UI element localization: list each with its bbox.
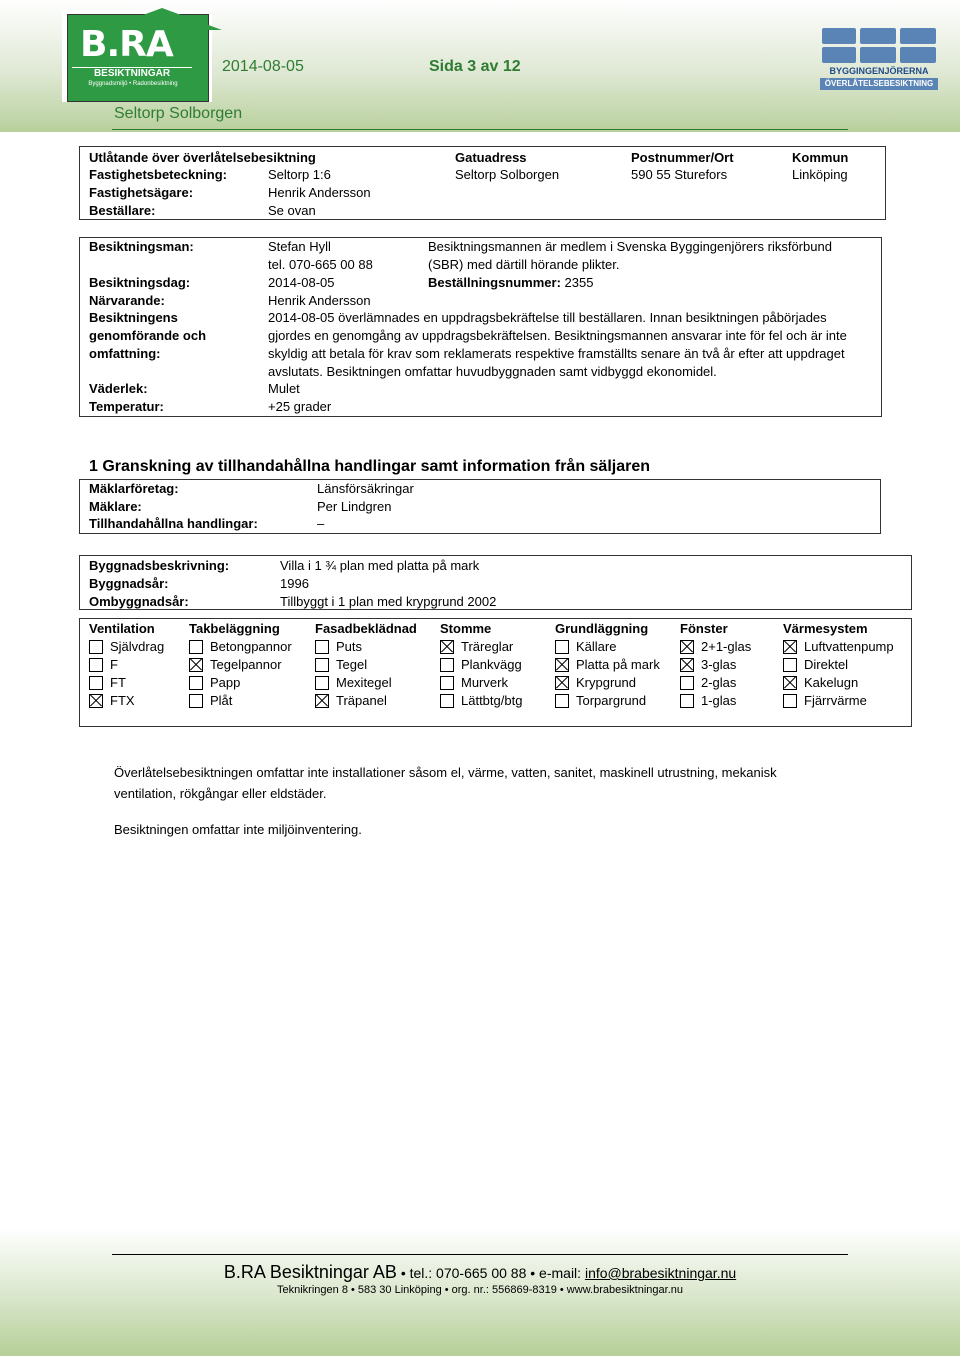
- besiktningsman-name: Stefan Hyll: [268, 239, 331, 254]
- besiktningsman-label: Besiktningsman:: [89, 239, 194, 254]
- unchecked-checkbox[interactable]: [440, 676, 454, 690]
- agare-label: Fastighetsägare:: [89, 185, 194, 200]
- gatuadress-value: Seltorp Solborgen: [455, 167, 560, 182]
- unchecked-checkbox[interactable]: [315, 676, 329, 690]
- unchecked-checkbox[interactable]: [315, 658, 329, 672]
- checklist-option-label: Mexitegel: [336, 675, 392, 690]
- checklist-option-label: 1-glas: [701, 693, 737, 708]
- scope-text-line: 2014-08-05 överlämnades en uppdragsbekräftelse till beställaren. Innan besiktningen påbörjades: [268, 310, 827, 325]
- fastighet-label: Fastighetsbeteckning:: [89, 167, 227, 182]
- unchecked-checkbox[interactable]: [189, 676, 203, 690]
- checklist-option-label: Puts: [336, 639, 363, 654]
- checklist-heading: Stomme: [440, 621, 492, 636]
- checklist-heading: Värmesystem: [783, 621, 868, 636]
- unchecked-checkbox[interactable]: [783, 694, 797, 708]
- sbr-logo-block: [822, 47, 856, 63]
- checklist-option-label: Murverk: [461, 675, 508, 690]
- scope-label: Besiktningens: [89, 310, 178, 325]
- checklist-option-label: Kakelugn: [804, 675, 859, 690]
- checklist-option-label: 2+1-glas: [701, 639, 752, 654]
- checklist-option-label: Plåt: [210, 693, 233, 708]
- footer-tel: • tel.: 070-665 00 88 • e-mail:: [400, 1265, 582, 1281]
- temp-label: Temperatur:: [89, 399, 164, 414]
- sbr-logo-block: [900, 47, 936, 63]
- bestallare-label: Beställare:: [89, 203, 156, 218]
- member-statement: Besiktningsmannen är medlem i Svenska Byggingenjörers riksförbund: [428, 239, 832, 254]
- besiktningsman-tel: tel. 070-665 00 88: [268, 257, 373, 272]
- checked-checkbox[interactable]: [555, 676, 569, 690]
- environment-note: Besiktningen omfattar inte miljöinventering.: [114, 822, 362, 837]
- checklist-heading: Takbeläggning: [189, 621, 280, 636]
- unchecked-checkbox[interactable]: [783, 658, 797, 672]
- footer-contact: [0, 1262, 960, 1283]
- checklist-option-label: Självdrag: [110, 639, 165, 654]
- header-date: 2014-08-05: [222, 58, 304, 75]
- checklist-option-label: Källare: [576, 639, 617, 654]
- vader-value: Mulet: [268, 381, 300, 396]
- sbr-logo-block: [822, 28, 856, 44]
- besiktningsdag-label: Besiktningsdag:: [89, 275, 191, 290]
- checklist-option-label: F: [110, 657, 118, 672]
- bra-logo-subtitle: BESIKTNINGAR: [72, 67, 192, 79]
- kommun-value: Linköping: [792, 167, 848, 182]
- checklist-option-label: Platta på mark: [576, 657, 660, 672]
- byggnadsar-label: Byggnadsår:: [89, 576, 169, 591]
- beskrivning-label: Byggnadsbeskrivning:: [89, 558, 230, 573]
- checklist-option-label: Direktel: [804, 657, 849, 672]
- checked-checkbox[interactable]: [783, 676, 797, 690]
- checklist-heading: Fönster: [680, 621, 728, 636]
- checklist-option-label: 3-glas: [701, 657, 737, 672]
- unchecked-checkbox[interactable]: [189, 640, 203, 654]
- checklist-option-label: Papp: [210, 675, 241, 690]
- bra-logo-tagline: Byggnadsmiljö • Radonbesiktning: [88, 81, 178, 87]
- checklist-option-label: Träreglar: [461, 639, 514, 654]
- unchecked-checkbox[interactable]: [680, 694, 694, 708]
- maklare-value: Per Lindgren: [317, 499, 392, 514]
- header-divider: [112, 129, 848, 130]
- checklist-option-label: Plankvägg: [461, 657, 522, 672]
- installations-note-cont: ventilation, rökgångar eller eldstäder.: [114, 786, 327, 801]
- checklist-option-label: FT: [110, 675, 126, 690]
- postnummer-value: 590 55 Sturefors: [631, 167, 728, 182]
- ombyggnadsar-value: Tillbyggt i 1 plan med krypgrund 2002: [280, 594, 497, 609]
- checklist-option-label: FTX: [110, 693, 135, 708]
- installations-note: Överlåtelsebesiktningen omfattar inte installationer såsom el, värme, vatten, sanitet, maskinell utrustning, mekanisk: [114, 765, 777, 780]
- narvarande-value: Henrik Andersson: [268, 293, 371, 308]
- bra-logo-text: B.RA: [80, 24, 173, 65]
- checklist-heading: Grundläggning: [555, 621, 649, 636]
- checked-checkbox[interactable]: [680, 658, 694, 672]
- checklist-option-label: Lättbtg/btg: [461, 693, 523, 708]
- section-1-title: 1 Granskning av tillhandahållna handlingar samt information från säljaren: [89, 458, 651, 475]
- checked-checkbox[interactable]: [315, 694, 329, 708]
- unchecked-checkbox[interactable]: [440, 658, 454, 672]
- sbr-logo-block: [860, 47, 896, 63]
- narvarande-label: Närvarande:: [89, 293, 165, 308]
- col-header-gatuadress: Gatuadress: [455, 150, 527, 165]
- checklist-option-label: Luftvattenpump: [804, 639, 894, 654]
- scope-label-end: omfattning:: [89, 346, 161, 361]
- checklist-heading: Fasadbeklädnad: [315, 621, 417, 636]
- besiktningsdag-value: 2014-08-05: [268, 275, 335, 290]
- header-address: Seltorp Solborgen: [114, 105, 243, 122]
- col-header-kommun: Kommun: [792, 150, 849, 165]
- scope-text-line: gjordes en genomgång av uppdragsbekräftelsen. Besiktningsmannen ansvarar inte för fel och är inte: [268, 328, 847, 343]
- maklarforetag-label: Mäklarföretag:: [89, 481, 179, 496]
- checked-checkbox[interactable]: [783, 640, 797, 654]
- checklist-option-label: Träpanel: [336, 693, 387, 708]
- checklist-option-label: Betongpannor: [210, 639, 292, 654]
- checklist-option-label: Tegelpannor: [210, 657, 282, 672]
- unchecked-checkbox[interactable]: [440, 694, 454, 708]
- checklist-option-label: Krypgrund: [576, 675, 636, 690]
- sbr-logo-subtitle: ÖVERLÅTELSEBESIKTNING: [820, 78, 938, 90]
- scope-text-line: skyldig att betala för krav som reklamerats respektive framställts senare än två år efter att uppdraget: [268, 346, 845, 361]
- unchecked-checkbox[interactable]: [680, 676, 694, 690]
- page-header: [0, 0, 960, 132]
- report-title: Utlåtande över överlåtelsebesiktning: [89, 150, 316, 165]
- sbr-logo-title: BYGGINGENJÖRERNA: [829, 66, 929, 76]
- temp-value: +25 grader: [268, 399, 332, 414]
- fastighet-value: Seltorp 1:6: [268, 167, 331, 182]
- order-number-value: 2355: [564, 275, 594, 290]
- handlingar-value: –: [317, 516, 325, 531]
- member-statement-cont: (SBR) med därtill hörande plikter.: [428, 257, 620, 272]
- footer-address: Teknikringen 8 • 583 30 Linköping • org. nr.: 556869-8319 • www.brabesiktningar.nu: [277, 1284, 683, 1296]
- unchecked-checkbox[interactable]: [89, 658, 103, 672]
- byggnadsar-value: 1996: [280, 576, 309, 591]
- unchecked-checkbox[interactable]: [555, 640, 569, 654]
- unchecked-checkbox[interactable]: [89, 640, 103, 654]
- vader-label: Väderlek:: [89, 381, 148, 396]
- sbr-logo: [820, 28, 938, 92]
- checked-checkbox[interactable]: [555, 658, 569, 672]
- checklist-option-label: Tegel: [336, 657, 368, 672]
- checked-checkbox[interactable]: [680, 640, 694, 654]
- beskrivning-value: Villa i 1 ¾ plan med platta på mark: [280, 558, 480, 573]
- order-number-label: Beställningsnummer:: [428, 275, 561, 290]
- scope-label-cont: genomförande och: [89, 328, 207, 343]
- handlingar-label: Tillhandahållna handlingar:: [89, 516, 258, 531]
- checked-checkbox[interactable]: [440, 640, 454, 654]
- footer-company: B.RA Besiktningar AB: [223, 1262, 397, 1282]
- checked-checkbox[interactable]: [189, 658, 203, 672]
- col-header-postnummer: Postnummer/Ort: [631, 150, 734, 165]
- unchecked-checkbox[interactable]: [315, 640, 329, 654]
- header-page-number: Sida 3 av 12: [429, 58, 521, 75]
- checklist-heading: Ventilation: [89, 621, 155, 636]
- checked-checkbox[interactable]: [89, 694, 103, 708]
- sbr-logo-block: [860, 28, 896, 44]
- unchecked-checkbox[interactable]: [189, 694, 203, 708]
- footer-divider: [112, 1254, 848, 1255]
- unchecked-checkbox[interactable]: [89, 676, 103, 690]
- bestallare-value: Se ovan: [268, 203, 316, 218]
- checklist-option-label: 2-glas: [701, 675, 737, 690]
- ombyggnadsar-label: Ombyggnadsår:: [89, 594, 189, 609]
- agare-value: Henrik Andersson: [268, 185, 371, 200]
- unchecked-checkbox[interactable]: [555, 694, 569, 708]
- bra-logo: [62, 10, 212, 102]
- maklarforetag-value: Länsförsäkringar: [317, 481, 414, 496]
- maklare-label: Mäklare:: [89, 499, 142, 514]
- checklist-option-label: Torpargrund: [576, 693, 647, 708]
- sbr-logo-block: [900, 28, 936, 44]
- footer-email-link[interactable]: info@brabesiktningar.nu: [584, 1265, 737, 1281]
- checklist-option-label: Fjärrvärme: [804, 693, 867, 708]
- order-number: [428, 275, 593, 290]
- scope-text-line: avslutats. Besiktningen omfattar huvudbyggnaden samt vidbyggd ekonomidel.: [268, 364, 717, 379]
